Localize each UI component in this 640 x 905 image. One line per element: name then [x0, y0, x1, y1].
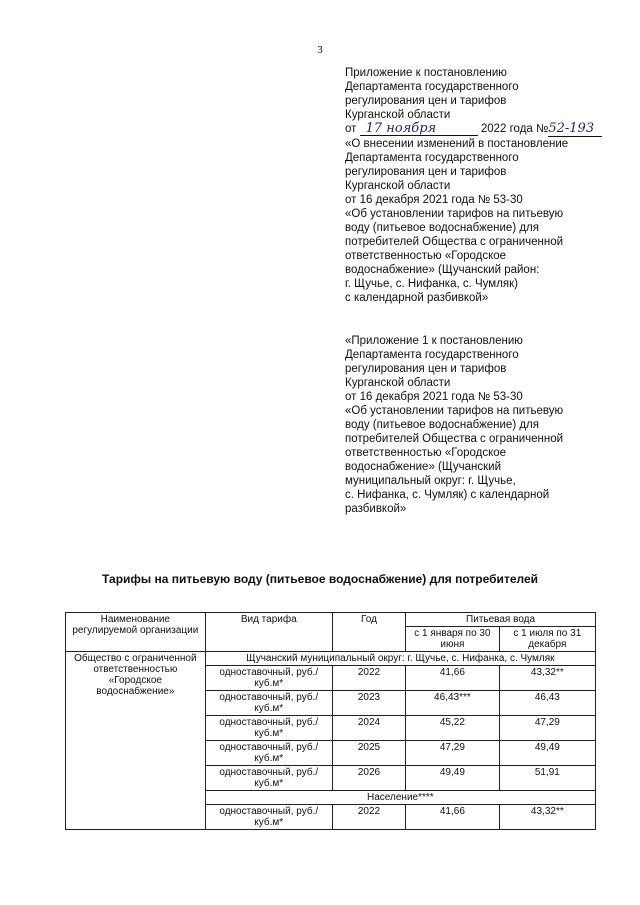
tariff-type-cell: одноставочный, руб./куб.м* [205, 666, 332, 691]
appendix-1-line: водоснабжение» (Щучанский [345, 461, 502, 473]
appendix-1-line: регулирования цен и тарифов [345, 363, 507, 375]
appendix-1-line: «Об установлении тарифов на питьевую [345, 405, 564, 417]
appendix-title-line: водоснабжение» (Щучанский район: [345, 264, 540, 276]
section-heading: Население**** [205, 791, 595, 805]
year-cell: 2025 [332, 741, 405, 766]
appendix-1-line: от 16 декабря 2021 года № 53-30 [345, 391, 523, 403]
resolution-date-line [345, 122, 615, 137]
tariff-type-cell: одноставочный, руб./куб.м* [205, 766, 332, 791]
appendix-1-line: Курганской области [345, 377, 451, 389]
period-1-cell: 41,66 [406, 805, 500, 830]
appendix-line: Приложение к постановлению [345, 67, 507, 79]
period-1-cell: 46,43*** [406, 691, 500, 716]
appendix-line: Департамента государственного [345, 81, 519, 93]
header-year: Год [332, 613, 405, 652]
appendix-1-line: воду (питьевое водоснабжение) для [345, 419, 539, 431]
period-2-cell: 43,32** [499, 805, 595, 830]
appendix-title-line: г. Щучье, с. Нифанка, с. Чумляк) [345, 278, 519, 290]
year-cell: 2023 [332, 691, 405, 716]
year-cell: 2022 [332, 666, 405, 691]
year-text: 2022 года № [480, 123, 549, 135]
header-period-2: с 1 июля по 31 декабря [499, 627, 595, 652]
handwritten-date: 17 ноября [360, 123, 478, 136]
appendix-title-line: регулирования цен и тарифов [345, 166, 507, 178]
period-2-cell: 43,32** [499, 666, 595, 691]
period-1-cell: 49,49 [406, 766, 500, 791]
header-org: Наименование регулируемой организации [66, 613, 206, 652]
appendix-title-line: «Об установлении тарифов на питьевую [345, 208, 564, 220]
header-tariff-type: Вид тарифа [205, 613, 332, 652]
period-1-cell: 47,29 [406, 741, 500, 766]
appendix-title-line: ответственностью «Городское [345, 250, 507, 262]
tariff-type-cell: одноставочный, руб./куб.м* [205, 691, 332, 716]
appendix-line: Курганской области [345, 109, 451, 121]
appendix-1-line: «Приложение 1 к постановлению [345, 335, 523, 347]
period-1-cell: 41,66 [406, 666, 500, 691]
header-water: Питьевая вода [406, 613, 596, 627]
appendix-1-line: потребителей Общества с ограниченной [345, 433, 564, 445]
appendix-title-line: Департамента государственного [345, 152, 519, 164]
appendix-1-line: ответственностью «Городское [345, 447, 507, 459]
appendix-1-line: с. Нифанка, с. Чумляк) с календарной [345, 489, 550, 501]
appendix-1-line: Департамента государственного [345, 349, 519, 361]
table-row [66, 652, 596, 666]
tariff-type-cell: одноставочный, руб./куб.м* [205, 741, 332, 766]
year-cell: 2026 [332, 766, 405, 791]
handwritten-number: 52-193 [548, 122, 602, 137]
tariff-type-cell: одноставочный, руб./куб.м* [205, 716, 332, 741]
period-2-cell: 51,91 [499, 766, 595, 791]
year-cell: 2022 [332, 805, 405, 830]
table-title: Тарифы на питьевую воду (питьевое водоснабжение) для потребителей [101, 572, 539, 586]
org-name-cell: Общество с ограниченной ответственностью «Городское водоснабжение» [66, 652, 206, 830]
appendix-1-line: разбивкой» [345, 503, 407, 515]
appendix-title-line: потребителей Общества с ограниченной [345, 236, 564, 248]
period-2-cell: 47,29 [499, 716, 595, 741]
appendix-title-line: Курганской области [345, 180, 451, 192]
appendix-1-line: муниципальный округ: г. Щучье, [345, 475, 516, 487]
appendix-title-line: «О внесении изменений в постановление [345, 138, 569, 150]
tariff-type-cell: одноставочный, руб./куб.м* [205, 805, 332, 830]
appendix-header [345, 66, 615, 305]
period-1-cell: 45,22 [406, 716, 500, 741]
appendix-line: регулирования цен и тарифов [345, 95, 507, 107]
period-2-cell: 49,49 [499, 741, 595, 766]
table-header-row [66, 613, 596, 627]
appendix-title-line: от 16 декабря 2021 года № 53-30 [345, 194, 523, 206]
date-prefix: от [345, 123, 357, 135]
year-cell: 2024 [332, 716, 405, 741]
appendix-title-line: воду (питьевое водоснабжение) для [345, 222, 539, 234]
appendix-1-header [345, 334, 615, 516]
appendix-title-line: с календарной разбивкой» [345, 292, 489, 304]
period-2-cell: 46,43 [499, 691, 595, 716]
tariff-table [65, 612, 596, 830]
page-number: 3 [317, 44, 323, 56]
section-heading: Щучанский муниципальный округ: г. Щучье, с. Нифанка, с. Чумляк [205, 652, 595, 666]
header-period-1: с 1 января по 30 июня [406, 627, 500, 652]
